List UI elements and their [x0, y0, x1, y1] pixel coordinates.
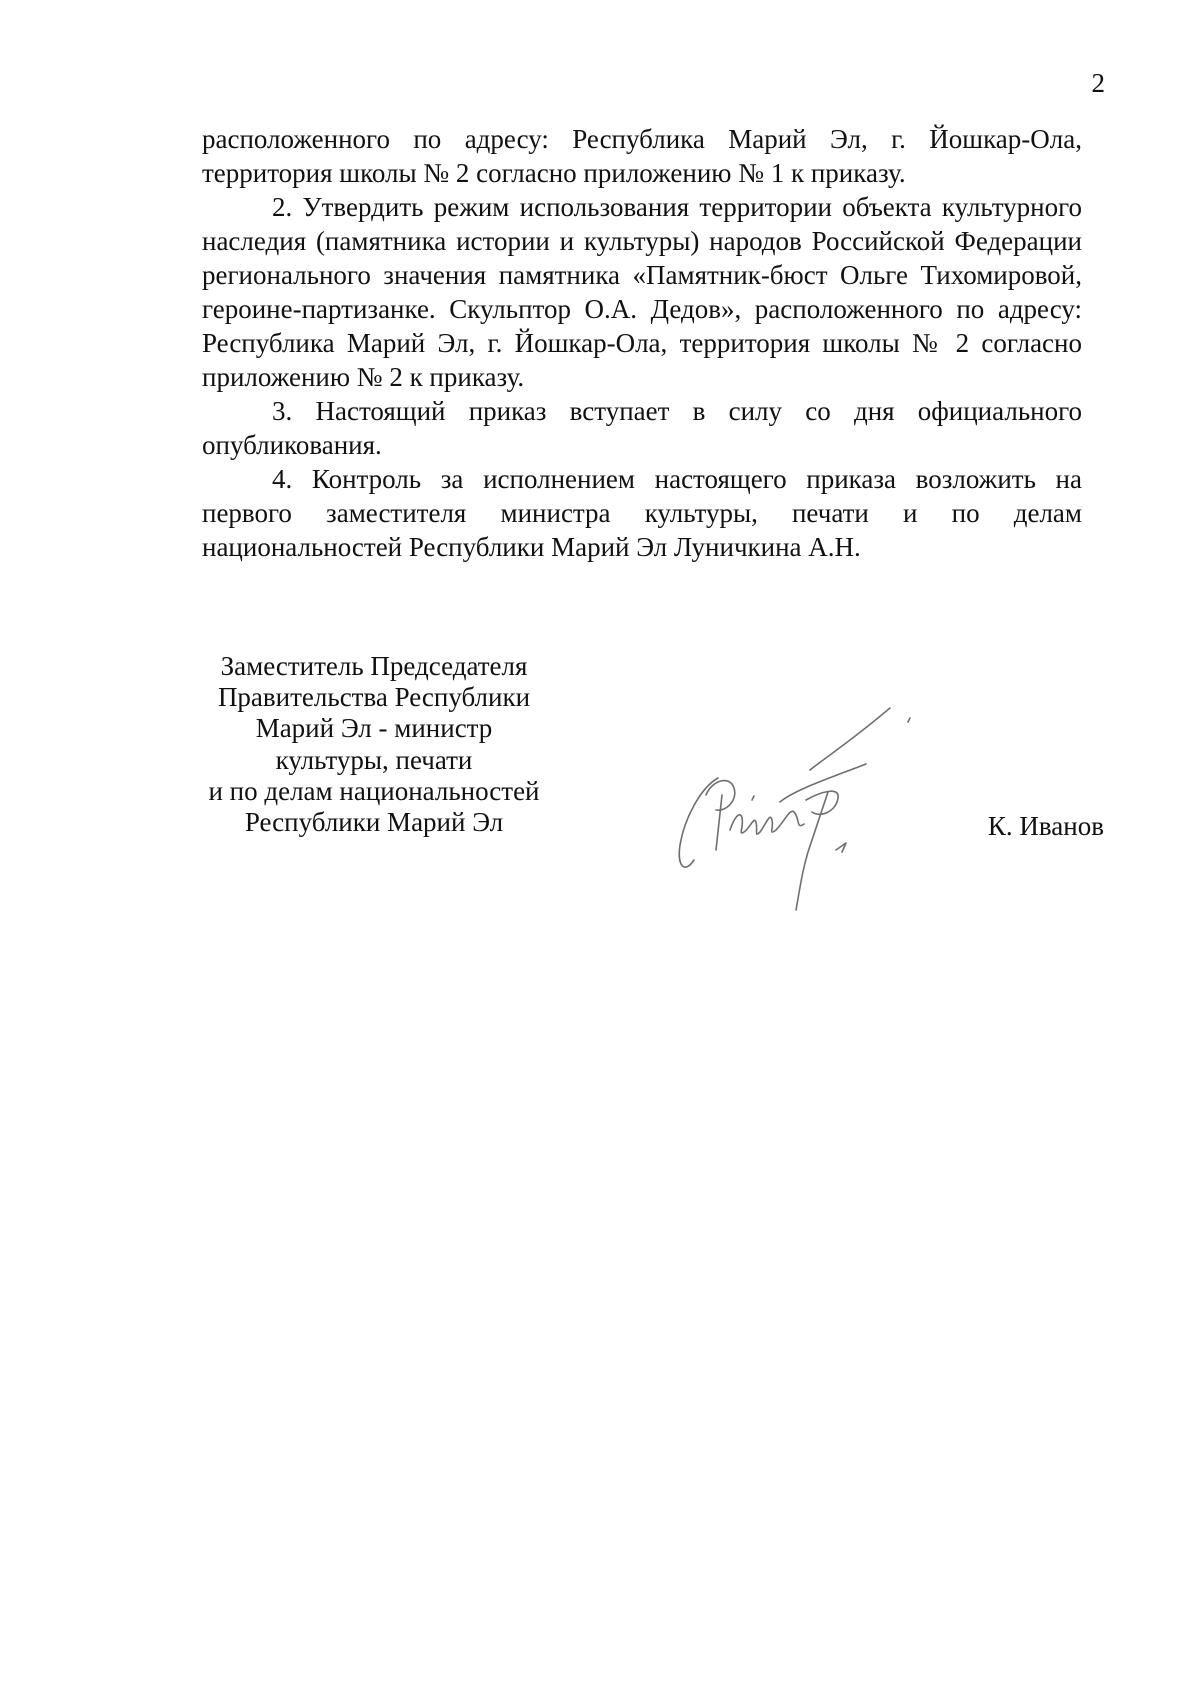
- handwritten-signature: [660, 700, 980, 920]
- document-body: [202, 122, 1082, 564]
- signatory-name: К. Иванов: [987, 811, 1104, 841]
- signatory-title: Заместитель Председателя Правительства Республики Марий Эл - министр культуры, печати и по делам национальностей Республики Марий Эл: [208, 651, 540, 838]
- paragraph-item-3: 3. Настоящий приказ вступает в силу со дня официального опубликования.: [202, 396, 1082, 460]
- paragraph-continuation: расположенного по адресу: Республика Марий Эл, г. Йошкар-Ола, территория школы № 2 согласно приложению № 1 к приказу.: [202, 124, 1082, 188]
- paragraph-item-4: 4. Контроль за исполнением настоящего приказа возложить на первого заместителя министра культуры, печати и по делам национальностей Республики Марий Эл Луничкина А.Н.: [202, 464, 1082, 562]
- paragraph-item-2: 2. Утвердить режим использования территории объекта культурного наследия (памятника истории и культуры) народов Российской Федерации регионального значения памятника «Памятник-бюст Ольге Тихомировой, героине-партизанке. Скульптор О.А. Дедов», расположенного по адресу: Республика Марий Эл, г. Йошкар-Ола, территория школы № 2 согласно приложению № 2 к приказу.: [202, 192, 1082, 392]
- page-number: 2: [1091, 68, 1105, 98]
